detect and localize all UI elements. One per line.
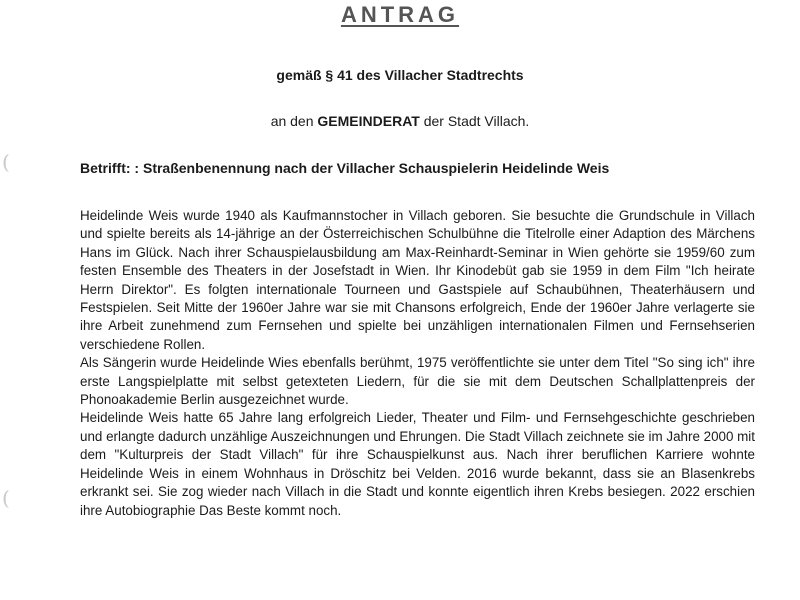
body-paragraph-3: Heidelinde Weis hatte 65 Jahre lang erfolgreich Lieder, Theater und Film- und Fernsehgeschichte geschrieben und erlangte dadurch unzählige Auszeichnungen und Ehrungen. Die Stadt Villach zeichnete sie im Jahre 2000 mit dem "Kulturpreis der Stadt Villach" für ihre Schauspielkunst aus. Nach ihrer beruflichen Karriere wohnte Heidelinde Weis in einem Wohnhaus in Dröschitz bei Velden. 2016 wurde bekannt, dass sie an Blasenkrebs erkrankt sei. Sie zog wieder nach Villach in die Stadt und konnte eigentlich ihren Krebs besiegen. 2022 erschien ihre Autobiographie Das Beste kommt noch. <box>80 410 755 518</box>
document-title: ANTRAG <box>340 2 460 27</box>
body-paragraph-2: Als Sängerin wurde Heidelinde Wies ebenfalls berühmt, 1975 veröffentlichte sie unter dem Titel "So sing ich" ihre erste Langspielplatte mit selbst getexteten Liedern, für die sie mit dem Deutschen Schallplattenpreis der Phonoakademie Berlin ausgezeichnet wurde. <box>80 355 755 408</box>
recipient-suffix: der Stadt Villach. <box>419 113 530 129</box>
document-body <box>80 207 755 520</box>
document-subject: Betrifft: : Straßenbenennung nach der Villacher Schauspielerin Heidelinde Weis <box>80 160 610 176</box>
document-recipient <box>0 113 800 129</box>
margin-mark-top: ( <box>2 150 10 174</box>
recipient-prefix: an den <box>270 113 318 129</box>
body-paragraph-1: Heidelinde Weis wurde 1940 als Kaufmannstocher in Villach geboren. Sie besuchte die Grundschule in Villach und spielte bereits als 14-jährige an der Österreichischen Schulbühne die Titelrolle einer Adaption des Märchens Hans im Glück. Nach ihrer Schauspielausbildung am Max-Reinhardt-Seminar in Wien gehörte sie 1959/60 zum festen Ensemble des Theaters in der Josefstadt in Wien. Ihr Kinodebüt gab sie 1959 in dem Film "Ich heirate Herrn Direktor". Es folgten internationale Tourneen und Gastspiele auf Schaubühnen, Theaterhäusern und Festspielen. Seit Mitte der 1960er Jahre war sie mit Chansons erfolgreich, Ende der 1960er Jahre verlagerte sie ihre Arbeit zunehmend zum Fernsehen und spielte bei unzähligen internationalen Filmen und Fernsehserien verschiedene Rollen. <box>80 208 755 352</box>
margin-mark-bottom: ( <box>2 486 10 510</box>
document-subtitle: gemäß § 41 des Villacher Stadtrechts <box>276 67 524 83</box>
recipient-bold: GEMEINDERAT <box>317 113 420 129</box>
